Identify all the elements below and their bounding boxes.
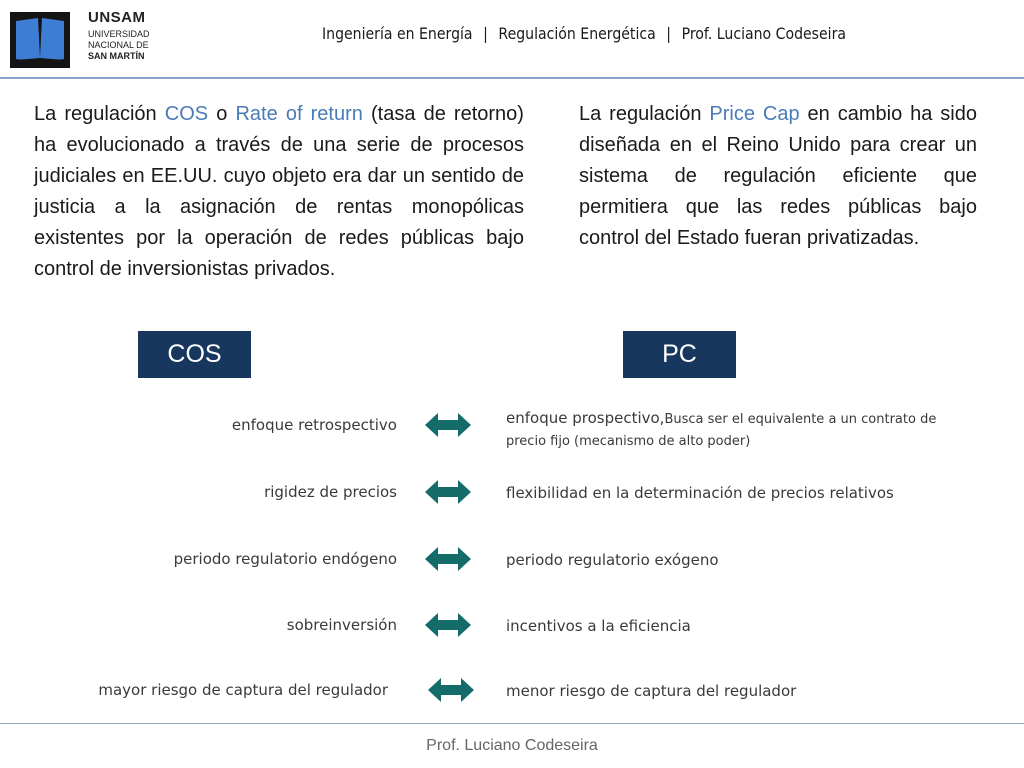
header-separator-2: |: [666, 24, 672, 43]
cos-item: mayor riesgo de captura del regulador: [98, 681, 388, 699]
pc-description: [579, 99, 977, 254]
header-divider: [0, 77, 1024, 79]
logo-text: [88, 10, 150, 62]
header-title: [322, 24, 846, 43]
pc-item: [506, 483, 976, 503]
header: [0, 0, 1024, 78]
header-professor: Prof. Luciano Codeseira: [681, 24, 846, 43]
pc-item: [506, 616, 976, 636]
header-separator-1: |: [483, 24, 488, 43]
double-arrow-icon: [425, 478, 471, 506]
header-subject: Regulación Energética: [498, 24, 656, 43]
pc-item: [506, 550, 976, 570]
cos-item: rigidez de precios: [264, 483, 397, 501]
cos-text-2: o: [208, 103, 236, 125]
footer-author: Prof. Luciano Codeseira: [426, 737, 598, 754]
double-arrow-icon: [428, 676, 474, 704]
cos-text-1: La regulación: [34, 103, 165, 125]
cos-item: periodo regulatorio endógeno: [173, 550, 397, 568]
rate-of-return-highlight: Rate of return: [235, 103, 363, 125]
pc-item-text: enfoque prospectivo,: [506, 409, 665, 427]
cos-text-3: (tasa de retorno) ha evolucionado a través de una serie de procesos judiciales en EE.UU. cuyo objeto era dar un sentido de justicia a la asignación de rentas monopólicas existentes por la operación de redes públicas bajo control de inversionistas privados.: [34, 103, 524, 280]
footer-divider: [0, 723, 1024, 724]
pc-item-text: menor riesgo de captura del regulador: [506, 682, 797, 700]
pc-item-text: incentivos a la eficiencia: [506, 617, 691, 635]
cos-highlight: COS: [164, 103, 209, 125]
cos-item: enfoque retrospectivo: [231, 416, 397, 434]
logo-line-1: UNIVERSIDAD: [88, 29, 150, 39]
price-cap-highlight: Price Cap: [709, 103, 800, 125]
unsam-book-logo-icon: [10, 12, 70, 68]
pc-item: [506, 681, 976, 701]
cos-badge: COS: [138, 331, 251, 378]
logo-name: UNSAM: [88, 9, 146, 26]
logo-line-3: SAN MARTÍN: [88, 51, 145, 61]
double-arrow-icon: [425, 611, 471, 639]
pc-badge: PC: [623, 331, 736, 378]
pc-item-text: flexibilidad en la determinación de precios relativos: [506, 484, 894, 502]
logo-line-2: NACIONAL DE: [88, 40, 149, 50]
header-course: Ingeniería en Energía: [322, 24, 473, 43]
pc-item-text: periodo regulatorio exógeno: [506, 551, 719, 569]
pc-item-note: Busca ser el equivalente a un contrato de precio fijo (mecanismo de alto poder): [506, 412, 937, 449]
pc-item: [506, 408, 976, 452]
cos-description: [34, 99, 524, 285]
double-arrow-icon: [425, 411, 471, 439]
double-arrow-icon: [425, 545, 471, 573]
cos-item: sobreinversión: [286, 616, 397, 634]
pc-text-1: La regulación: [579, 103, 710, 125]
pc-text-2: en cambio ha sido diseñada en el Reino Unido para crear un sistema de regulación eficiente que permitiera que las redes públicas bajo control del Estado fueran privatizadas.: [579, 103, 977, 249]
